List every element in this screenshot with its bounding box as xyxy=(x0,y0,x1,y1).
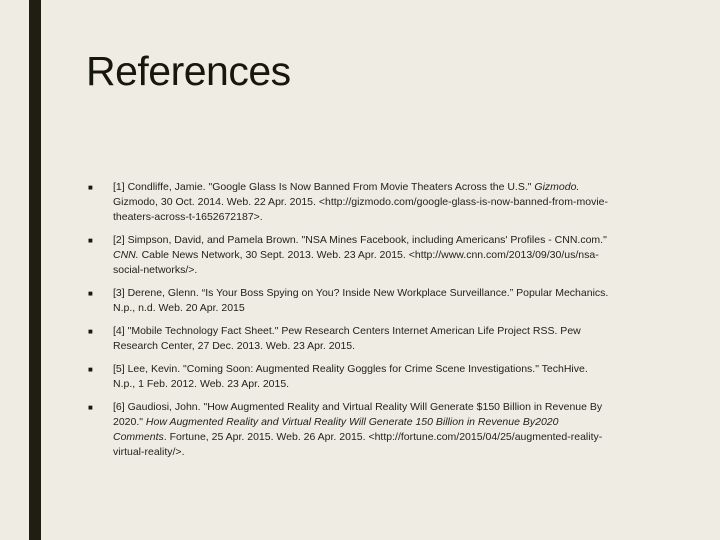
reference-text xyxy=(113,400,612,460)
left-accent-bar xyxy=(29,0,41,540)
reference-source-italic: CNN. xyxy=(113,249,139,261)
bullet-square-icon: ■ xyxy=(88,365,93,374)
bullet-square-icon: ■ xyxy=(88,289,93,298)
slide-title: References xyxy=(86,48,291,94)
reference-citation: [1] Condliffe, Jamie. "Google Glass Is Now Banned From Movie Theaters Across the U.S." xyxy=(113,181,535,193)
reference-item xyxy=(88,362,612,392)
reference-tail: . Fortune, 25 Apr. 2015. Web. 26 Apr. 2015. <http://fortune.com/2015/04/25/augmented-reality-virtual-reality/>. xyxy=(113,431,603,458)
reference-citation: [4] "Mobile Technology Fact Sheet." Pew Research Centers Internet American Life Project RSS. Pew Research Center, 27 Dec. 2013. Web. 23 Apr. 2015. xyxy=(113,325,581,352)
reference-tail: Cable News Network, 30 Sept. 2013. Web. 23 Apr. 2015. <http://www.cnn.com/2013/09/30/us/nsa-social-networks/>. xyxy=(113,249,599,276)
reference-citation: [5] Lee, Kevin. "Coming Soon: Augmented Reality Goggles for Crime Scene Investigations." TechHive. N.p., 1 Feb. 2012. Web. 23 Apr. 2015. xyxy=(113,363,588,390)
bullet-square-icon: ■ xyxy=(88,403,93,412)
reference-text xyxy=(113,233,612,278)
reference-text xyxy=(113,180,612,225)
reference-text xyxy=(113,324,612,354)
reference-citation: [6] Gaudiosi, John. "How Augmented Reality and Virtual Reality Will Generate $150 Billion in Revenue By 2020." xyxy=(113,401,603,428)
bullet-square-icon: ■ xyxy=(88,327,93,336)
reference-text xyxy=(113,362,612,392)
reference-item xyxy=(88,324,612,354)
reference-tail: Gizmodo, 30 Oct. 2014. Web. 22 Apr. 2015. <http://gizmodo.com/google-glass-is-now-banned-from-movie-theaters-across-t-1652672187>. xyxy=(113,196,609,223)
reference-source-italic: Gizmodo. xyxy=(534,181,580,193)
references-list xyxy=(88,180,612,468)
bullet-square-icon: ■ xyxy=(88,236,93,245)
reference-source-italic: How Augmented Reality and Virtual Reality Will Generate 150 Billion in Revenue By2020 Comments xyxy=(113,416,559,443)
reference-text xyxy=(113,286,612,316)
bullet-square-icon: ■ xyxy=(88,183,93,192)
reference-item xyxy=(88,233,612,278)
reference-item xyxy=(88,400,612,460)
reference-citation: [3] Derene, Glenn. “Is Your Boss Spying on You? Inside New Workplace Surveillance.” Popular Mechanics. N.p., n.d. Web. 20 Apr. 2015 xyxy=(113,287,609,314)
reference-item xyxy=(88,286,612,316)
reference-item xyxy=(88,180,612,225)
reference-citation: [2] Simpson, David, and Pamela Brown. "NSA Mines Facebook, including Americans' Profiles - CNN.com." xyxy=(113,234,607,246)
